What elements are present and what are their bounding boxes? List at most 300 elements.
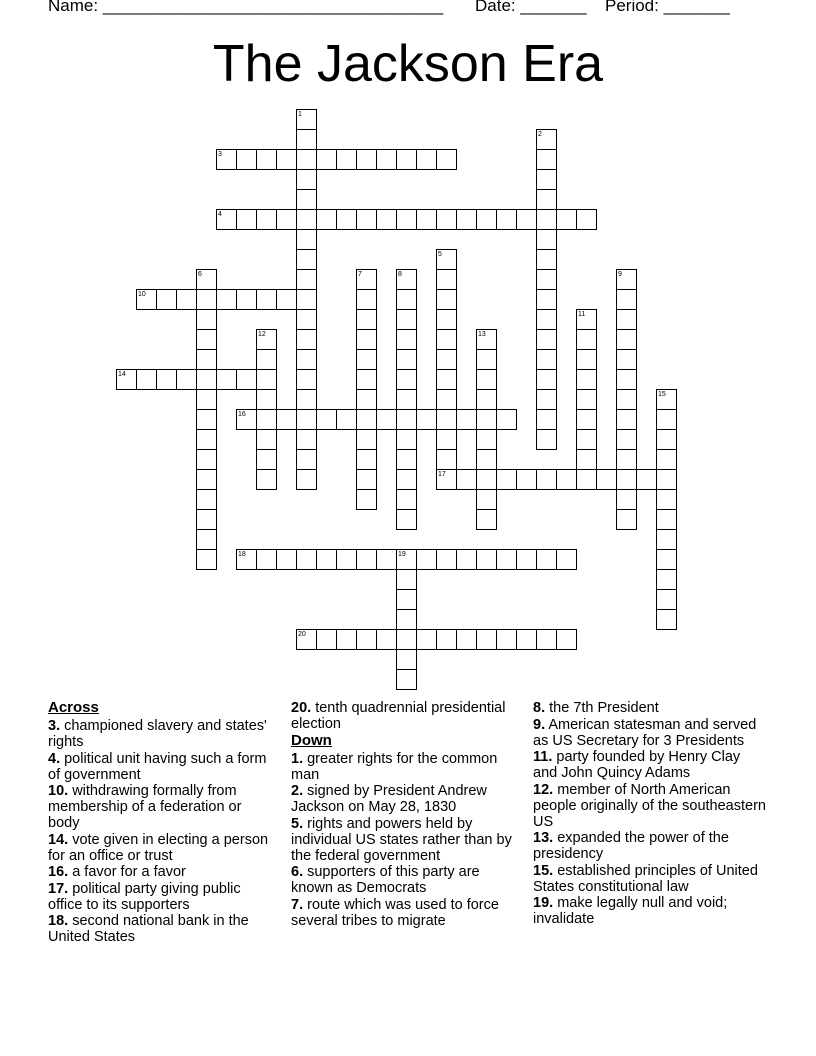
down-heading: Down <box>291 731 332 749</box>
grid-cell[interactable] <box>236 409 257 430</box>
grid-cell[interactable] <box>196 409 217 430</box>
grid-cell[interactable] <box>416 149 437 170</box>
grid-cell[interactable] <box>336 209 357 230</box>
grid-cell[interactable] <box>476 349 497 370</box>
grid-cell[interactable] <box>576 389 597 410</box>
grid-cell[interactable] <box>536 209 557 230</box>
grid-cell[interactable] <box>356 489 377 510</box>
grid-cell[interactable] <box>436 629 457 650</box>
grid-cell[interactable] <box>276 209 297 230</box>
grid-cell[interactable] <box>296 549 317 570</box>
grid-cell[interactable] <box>396 469 417 490</box>
grid-cell[interactable] <box>156 289 177 310</box>
clue-text: American statesman and served as US Secretary for 3 Presidents <box>533 716 757 749</box>
grid-cell[interactable] <box>656 609 677 630</box>
grid-cell[interactable] <box>236 149 257 170</box>
grid-cell[interactable] <box>436 449 457 470</box>
clue-number: 12. <box>533 781 554 798</box>
clue-item <box>291 783 521 815</box>
grid-cell[interactable] <box>436 469 457 490</box>
clue-text: the 7th President <box>545 700 659 716</box>
grid-cell[interactable] <box>456 209 477 230</box>
grid-cell[interactable] <box>196 289 217 310</box>
clue-number: 13. <box>533 830 554 846</box>
grid-cell[interactable] <box>196 369 217 390</box>
grid-cell[interactable] <box>536 469 557 490</box>
grid-cell[interactable] <box>456 409 477 430</box>
grid-cell[interactable] <box>356 209 377 230</box>
grid-cell[interactable] <box>536 249 557 270</box>
grid-cell[interactable] <box>496 209 517 230</box>
clue-number: 10. <box>48 783 69 799</box>
clue-item <box>48 832 273 864</box>
grid-cell[interactable] <box>256 349 277 370</box>
grid-cell[interactable] <box>496 409 517 430</box>
grid-cell[interactable] <box>356 629 377 650</box>
grid-cell[interactable] <box>536 189 557 210</box>
grid-cell[interactable] <box>476 509 497 530</box>
grid-cell[interactable] <box>356 549 377 570</box>
clue-number: 4. <box>48 750 61 767</box>
clue-text: second national bank in the United States <box>48 913 249 945</box>
grid-cell[interactable] <box>396 429 417 450</box>
grid-cell[interactable] <box>276 289 297 310</box>
grid-cell[interactable] <box>396 369 417 390</box>
name-field-label[interactable]: Name: ____________________________________ <box>48 0 444 15</box>
clue-item <box>533 700 768 716</box>
grid-cell[interactable] <box>476 489 497 510</box>
grid-cell[interactable] <box>356 269 377 290</box>
grid-cell[interactable] <box>456 629 477 650</box>
grid-cell[interactable] <box>576 429 597 450</box>
grid-cell[interactable] <box>296 469 317 490</box>
grid-cell[interactable] <box>196 489 217 510</box>
grid-cell[interactable] <box>436 289 457 310</box>
cell-number: 18 <box>238 551 246 558</box>
grid-cell[interactable] <box>576 449 597 470</box>
grid-cell[interactable] <box>336 409 357 430</box>
grid-cell[interactable] <box>576 369 597 390</box>
grid-cell[interactable] <box>476 209 497 230</box>
grid-cell[interactable] <box>396 589 417 610</box>
grid-cell[interactable] <box>576 409 597 430</box>
grid-cell[interactable] <box>356 469 377 490</box>
grid-cell[interactable] <box>656 469 677 490</box>
grid-cell[interactable] <box>576 349 597 370</box>
clue-text: signed by President Andrew Jackson on May 28, 1830 <box>291 783 487 815</box>
grid-cell[interactable] <box>376 629 397 650</box>
grid-cell[interactable] <box>356 349 377 370</box>
clue-item <box>291 897 521 929</box>
clue-item <box>291 700 521 732</box>
grid-cell[interactable] <box>216 369 237 390</box>
grid-cell[interactable] <box>296 129 317 150</box>
grid-cell[interactable] <box>656 509 677 530</box>
grid-cell[interactable] <box>356 329 377 350</box>
grid-cell[interactable] <box>556 629 577 650</box>
grid-cell[interactable] <box>176 369 197 390</box>
clue-number: 6. <box>291 864 304 880</box>
grid-cell[interactable] <box>196 329 217 350</box>
grid-cell[interactable] <box>216 289 237 310</box>
grid-cell[interactable] <box>296 269 317 290</box>
grid-cell[interactable] <box>616 289 637 310</box>
grid-cell[interactable] <box>356 389 377 410</box>
grid-cell[interactable] <box>396 569 417 590</box>
grid-cell[interactable] <box>476 429 497 450</box>
grid-cell[interactable] <box>356 369 377 390</box>
grid-cell[interactable] <box>116 369 137 390</box>
grid-cell[interactable] <box>256 469 277 490</box>
cell-number: 12 <box>258 331 266 338</box>
cell-number: 10 <box>138 291 146 298</box>
grid-cell[interactable] <box>396 329 417 350</box>
grid-cell[interactable] <box>256 389 277 410</box>
grid-cell[interactable] <box>436 429 457 450</box>
grid-cell[interactable] <box>656 409 677 430</box>
grid-cell[interactable] <box>196 509 217 530</box>
grid-cell[interactable] <box>196 269 217 290</box>
clue-item <box>48 864 273 880</box>
grid-cell[interactable] <box>216 209 237 230</box>
grid-cell[interactable] <box>576 329 597 350</box>
grid-cell[interactable] <box>476 449 497 470</box>
grid-cell[interactable] <box>316 629 337 650</box>
grid-cell[interactable] <box>296 229 317 250</box>
grid-cell[interactable] <box>536 389 557 410</box>
grid-cell[interactable] <box>276 409 297 430</box>
grid-cell[interactable] <box>556 209 577 230</box>
date-field-label[interactable]: Date: _______ <box>475 0 587 15</box>
grid-cell[interactable] <box>596 469 617 490</box>
cell-number: 14 <box>118 371 126 378</box>
grid-cell[interactable] <box>496 469 517 490</box>
grid-cell[interactable] <box>376 549 397 570</box>
grid-cell[interactable] <box>456 549 477 570</box>
clue-number: 1. <box>291 750 304 767</box>
grid-cell[interactable] <box>536 169 557 190</box>
clue-text: expanded the power of the presidency <box>533 830 729 862</box>
cell-number: 15 <box>658 391 666 398</box>
grid-cell[interactable] <box>656 429 677 450</box>
grid-cell[interactable] <box>236 549 257 570</box>
grid-cell[interactable] <box>236 209 257 230</box>
grid-cell[interactable] <box>536 149 557 170</box>
grid-cell[interactable] <box>616 469 637 490</box>
grid-cell[interactable] <box>396 289 417 310</box>
grid-cell[interactable] <box>396 149 417 170</box>
grid-cell[interactable] <box>296 149 317 170</box>
grid-cell[interactable] <box>336 149 357 170</box>
grid-cell[interactable] <box>396 669 417 690</box>
clue-number: 2. <box>291 783 304 799</box>
grid-cell[interactable] <box>436 269 457 290</box>
grid-cell[interactable] <box>256 369 277 390</box>
grid-cell[interactable] <box>216 149 237 170</box>
clue-item <box>48 783 273 831</box>
clue-text: rights and powers held by individual US states rather than by the federal government <box>291 815 512 864</box>
clue-text: tenth quadrennial presidential election <box>291 700 506 732</box>
grid-cell[interactable] <box>336 629 357 650</box>
grid-cell[interactable] <box>516 629 537 650</box>
grid-cell[interactable] <box>396 609 417 630</box>
grid-cell[interactable] <box>616 409 637 430</box>
grid-cell[interactable] <box>576 309 597 330</box>
grid-cell[interactable] <box>616 509 637 530</box>
grid-cell[interactable] <box>296 329 317 350</box>
clue-text: supporters of this party are known as Democrats <box>291 864 480 896</box>
grid-cell[interactable] <box>316 149 337 170</box>
grid-cell[interactable] <box>296 349 317 370</box>
grid-cell[interactable] <box>476 629 497 650</box>
grid-cell[interactable] <box>536 129 557 150</box>
grid-cell[interactable] <box>296 169 317 190</box>
grid-cell[interactable] <box>196 309 217 330</box>
grid-cell[interactable] <box>536 549 557 570</box>
grid-cell[interactable] <box>296 249 317 270</box>
grid-cell[interactable] <box>396 489 417 510</box>
grid-cell[interactable] <box>396 389 417 410</box>
grid-cell[interactable] <box>296 309 317 330</box>
grid-cell[interactable] <box>156 369 177 390</box>
grid-cell[interactable] <box>536 349 557 370</box>
grid-cell[interactable] <box>196 449 217 470</box>
grid-cell[interactable] <box>536 309 557 330</box>
grid-cell[interactable] <box>296 629 317 650</box>
cell-number: 8 <box>398 271 402 278</box>
clue-item <box>291 864 521 896</box>
grid-cell[interactable] <box>456 469 477 490</box>
grid-cell[interactable] <box>476 389 497 410</box>
grid-cell[interactable] <box>436 409 457 430</box>
clue-item <box>48 718 273 750</box>
grid-cell[interactable] <box>296 189 317 210</box>
clue-text: greater rights for the common man <box>291 750 498 783</box>
grid-cell[interactable] <box>256 149 277 170</box>
grid-cell[interactable] <box>656 489 677 510</box>
period-field-label[interactable]: Period: _______ <box>605 0 730 15</box>
grid-cell[interactable] <box>316 209 337 230</box>
grid-cell[interactable] <box>476 549 497 570</box>
page-title: The Jackson Era <box>212 35 604 93</box>
grid-cell[interactable] <box>296 289 317 310</box>
clue-text: championed slavery and states' rights <box>48 718 267 750</box>
grid-cell[interactable] <box>276 149 297 170</box>
grid-cell[interactable] <box>656 449 677 470</box>
cell-number: 20 <box>298 631 306 638</box>
grid-cell[interactable] <box>356 309 377 330</box>
grid-cell[interactable] <box>656 569 677 590</box>
cell-number: 2 <box>538 131 542 138</box>
grid-cell[interactable] <box>416 549 437 570</box>
grid-cell[interactable] <box>536 289 557 310</box>
grid-cell[interactable] <box>536 369 557 390</box>
clue-number: 14. <box>48 831 69 848</box>
grid-cell[interactable] <box>236 369 257 390</box>
clue-text: political unit having such a form of government <box>48 750 267 783</box>
cell-number: 17 <box>438 471 446 478</box>
clue-number: 7. <box>291 896 304 913</box>
grid-cell[interactable] <box>616 269 637 290</box>
grid-cell[interactable] <box>476 409 497 430</box>
grid-cell[interactable] <box>296 109 317 130</box>
grid-cell[interactable] <box>616 309 637 330</box>
grid-cell[interactable] <box>416 409 437 430</box>
grid-cell[interactable] <box>196 549 217 570</box>
cell-number: 3 <box>218 151 222 158</box>
grid-cell[interactable] <box>236 289 257 310</box>
clue-text: a favor for a favor <box>68 864 186 880</box>
grid-cell[interactable] <box>436 329 457 350</box>
grid-cell[interactable] <box>316 409 337 430</box>
grid-cell[interactable] <box>256 449 277 470</box>
clue-number: 3. <box>48 718 61 734</box>
across-heading: Across <box>48 699 99 716</box>
grid-cell[interactable] <box>496 549 517 570</box>
grid-cell[interactable] <box>636 469 657 490</box>
grid-cell[interactable] <box>556 549 577 570</box>
grid-cell[interactable] <box>536 269 557 290</box>
clue-text: political party giving public office to its supporters <box>48 880 241 913</box>
grid-cell[interactable] <box>396 209 417 230</box>
grid-cell[interactable] <box>576 469 597 490</box>
grid-cell[interactable] <box>396 509 417 530</box>
grid-cell[interactable] <box>256 429 277 450</box>
clue-item <box>533 895 768 927</box>
grid-cell[interactable] <box>656 529 677 550</box>
grid-cell[interactable] <box>256 289 277 310</box>
grid-cell[interactable] <box>336 549 357 570</box>
grid-cell[interactable] <box>436 249 457 270</box>
grid-cell[interactable] <box>296 389 317 410</box>
grid-cell[interactable] <box>616 489 637 510</box>
grid-cell[interactable] <box>136 289 157 310</box>
grid-cell[interactable] <box>396 409 417 430</box>
grid-cell[interactable] <box>436 369 457 390</box>
grid-cell[interactable] <box>536 629 557 650</box>
grid-cell[interactable] <box>476 469 497 490</box>
grid-cell[interactable] <box>396 649 417 670</box>
grid-cell[interactable] <box>656 549 677 570</box>
grid-cell[interactable] <box>316 549 337 570</box>
grid-cell[interactable] <box>376 209 397 230</box>
cell-number: 1 <box>298 111 302 118</box>
grid-cell[interactable] <box>656 589 677 610</box>
clue-number: 5. <box>291 815 304 832</box>
grid-cell[interactable] <box>196 389 217 410</box>
grid-cell[interactable] <box>436 349 457 370</box>
clue-text: established principles of United States constitutional law <box>533 862 758 895</box>
grid-cell[interactable] <box>356 409 377 430</box>
grid-cell[interactable] <box>536 429 557 450</box>
grid-cell[interactable] <box>436 209 457 230</box>
grid-cell[interactable] <box>516 469 537 490</box>
grid-cell[interactable] <box>656 389 677 410</box>
clue-text: member of North American people originally of the southeastern US <box>533 781 766 830</box>
grid-cell[interactable] <box>196 529 217 550</box>
grid-cell[interactable] <box>436 149 457 170</box>
clue-number: 17. <box>48 880 69 897</box>
grid-cell[interactable] <box>616 429 637 450</box>
grid-cell[interactable] <box>616 349 637 370</box>
grid-cell[interactable] <box>396 269 417 290</box>
grid-cell[interactable] <box>396 449 417 470</box>
grid-cell[interactable] <box>356 149 377 170</box>
grid-cell[interactable] <box>396 349 417 370</box>
clue-number: 8. <box>533 700 546 716</box>
grid-cell[interactable] <box>196 429 217 450</box>
cell-number: 9 <box>618 271 622 278</box>
clue-item <box>291 751 521 783</box>
cell-number: 13 <box>478 331 486 338</box>
grid-cell[interactable] <box>436 549 457 570</box>
grid-cell[interactable] <box>436 309 457 330</box>
grid-cell[interactable] <box>376 149 397 170</box>
grid-cell[interactable] <box>356 449 377 470</box>
grid-cell[interactable] <box>356 289 377 310</box>
grid-cell[interactable] <box>616 329 637 350</box>
grid-cell[interactable] <box>556 469 577 490</box>
cell-number: 16 <box>238 411 246 418</box>
clue-item <box>48 751 273 783</box>
grid-cell[interactable] <box>256 329 277 350</box>
grid-cell[interactable] <box>256 209 277 230</box>
clue-text: make legally null and void; invalidate <box>533 895 728 927</box>
grid-cell[interactable] <box>176 289 197 310</box>
grid-cell[interactable] <box>516 549 537 570</box>
grid-cell[interactable] <box>296 409 317 430</box>
grid-cell[interactable] <box>616 389 637 410</box>
clues-column-1 <box>48 700 273 946</box>
grid-cell[interactable] <box>396 629 417 650</box>
grid-cell[interactable] <box>496 629 517 650</box>
clue-item <box>48 881 273 913</box>
cell-number: 5 <box>438 251 442 258</box>
grid-cell[interactable] <box>376 409 397 430</box>
grid-cell[interactable] <box>536 329 557 350</box>
grid-cell[interactable] <box>136 369 157 390</box>
grid-cell[interactable] <box>416 629 437 650</box>
grid-cell[interactable] <box>296 369 317 390</box>
grid-cell[interactable] <box>416 209 437 230</box>
grid-cell[interactable] <box>536 409 557 430</box>
grid-cell[interactable] <box>196 349 217 370</box>
grid-cell[interactable] <box>436 389 457 410</box>
grid-cell[interactable] <box>356 429 377 450</box>
grid-cell[interactable] <box>396 549 417 570</box>
grid-cell[interactable] <box>516 209 537 230</box>
grid-cell[interactable] <box>296 429 317 450</box>
grid-cell[interactable] <box>616 449 637 470</box>
grid-cell[interactable] <box>536 229 557 250</box>
grid-cell[interactable] <box>296 449 317 470</box>
grid-cell[interactable] <box>256 549 277 570</box>
clue-item <box>533 717 768 749</box>
clue-text: withdrawing formally from membership of a federation or body <box>48 783 242 831</box>
grid-cell[interactable] <box>576 209 597 230</box>
grid-cell[interactable] <box>616 369 637 390</box>
grid-cell[interactable] <box>396 309 417 330</box>
clue-text: vote given in electing a person for an office or trust <box>48 831 269 864</box>
clues-column-2 <box>291 700 521 929</box>
clue-number: 11. <box>533 749 553 765</box>
grid-cell[interactable] <box>296 209 317 230</box>
grid-cell[interactable] <box>476 329 497 350</box>
grid-cell[interactable] <box>256 409 277 430</box>
grid-cell[interactable] <box>476 369 497 390</box>
grid-cell[interactable] <box>276 549 297 570</box>
grid-cell[interactable] <box>196 469 217 490</box>
